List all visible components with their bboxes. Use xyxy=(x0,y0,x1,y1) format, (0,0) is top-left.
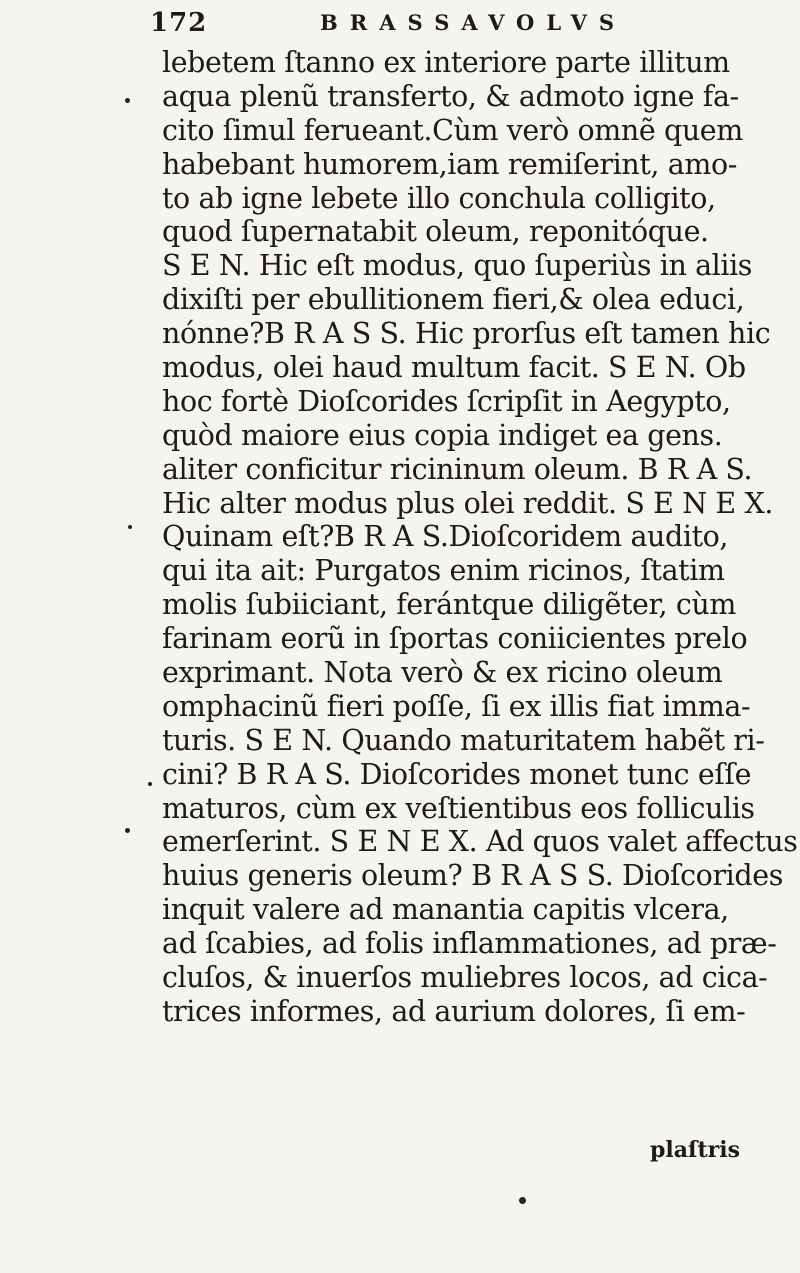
text-line: cito ſimul ferueant.Cùm verò omnẽ quem xyxy=(162,113,743,147)
running-head: BRASSAVOLVS xyxy=(320,10,627,35)
text-line: omphacinũ fieri poſſe, ſi ex illis fiat imma- xyxy=(162,689,751,723)
text-line: modus, olei haud multum facit. S E N. Ob xyxy=(162,351,746,385)
text-line: to ab igne lebete illo conchula colligito, xyxy=(162,181,716,215)
text-line: qui ita ait: Purgatos enim ricinos, ſtatim xyxy=(162,554,725,588)
text-line: aliter conficitur ricininum oleum. B R A S. xyxy=(162,452,753,486)
margin-dot xyxy=(148,782,152,786)
text-line: maturos, cùm ex veſtientibus eos folliculis xyxy=(162,791,755,825)
page-header xyxy=(150,8,710,40)
text-line: aqua plenũ transferto, & admoto igne fa- xyxy=(162,79,739,113)
text-line: molis ſubiiciant, ferántque diligẽter, cùm xyxy=(162,588,737,622)
text-line: exprimant. Nota verò & ex ricino oleum xyxy=(162,656,723,690)
text-line: turis. S E N. Quando maturitatem habẽt ri- xyxy=(162,723,765,757)
text-line: habebant humorem,iam remiſerint, amo- xyxy=(162,147,737,181)
text-line: dixiſti per ebullitionem fieri,& olea educi, xyxy=(162,283,745,317)
text-line: lebetem ſtanno ex interiore parte illitum xyxy=(162,46,730,79)
text-line: farinam eorũ in ſportas coniicientes prelo xyxy=(162,622,748,656)
text-line: emerſerint. S E N E X. Ad quos valet affectus xyxy=(162,825,798,859)
text-line: hoc fortè Dioſcorides ſcripſit in Aegypto, xyxy=(162,384,731,418)
bottom-dot xyxy=(519,1197,526,1204)
text-line: quod ſupernatabit oleum, reponitóque. xyxy=(162,215,709,249)
text-line: S E N. Hic eſt modus, quo ſuperiùs in aliis xyxy=(162,249,753,283)
text-line: trices informes, ad aurium dolores, ſi em- xyxy=(162,994,746,1028)
text-line: nónne?B R A S S. Hic prorſus eſt tamen hic xyxy=(162,317,771,351)
text-line: inquit valere ad manantia capitis vlcera, xyxy=(162,893,729,927)
catchword: plaſtris xyxy=(650,1137,740,1163)
body-text xyxy=(162,46,798,1029)
margin-dot xyxy=(128,525,132,529)
page-number: 172 xyxy=(150,8,208,38)
text-line: ad ſcabies, ad folis inflammationes, ad præ- xyxy=(162,927,777,961)
text-line: Hic alter modus plus olei reddit. S E N E X. xyxy=(162,486,774,520)
text-line: huius generis oleum? B R A S S. Dioſcorides xyxy=(162,859,783,893)
text-line: cini? B R A S. Dioſcorides monet tunc eſſe xyxy=(162,757,752,791)
text-line: Quinam eſt?B R A S.Dioſcoridem audito, xyxy=(162,520,729,554)
text-line: cluſos, & inuerſos muliebres locos, ad cica- xyxy=(162,961,768,995)
margin-dot xyxy=(125,828,130,833)
text-line: quòd maiore eius copia indiget ea gens. xyxy=(162,418,723,452)
margin-dot xyxy=(125,98,130,103)
